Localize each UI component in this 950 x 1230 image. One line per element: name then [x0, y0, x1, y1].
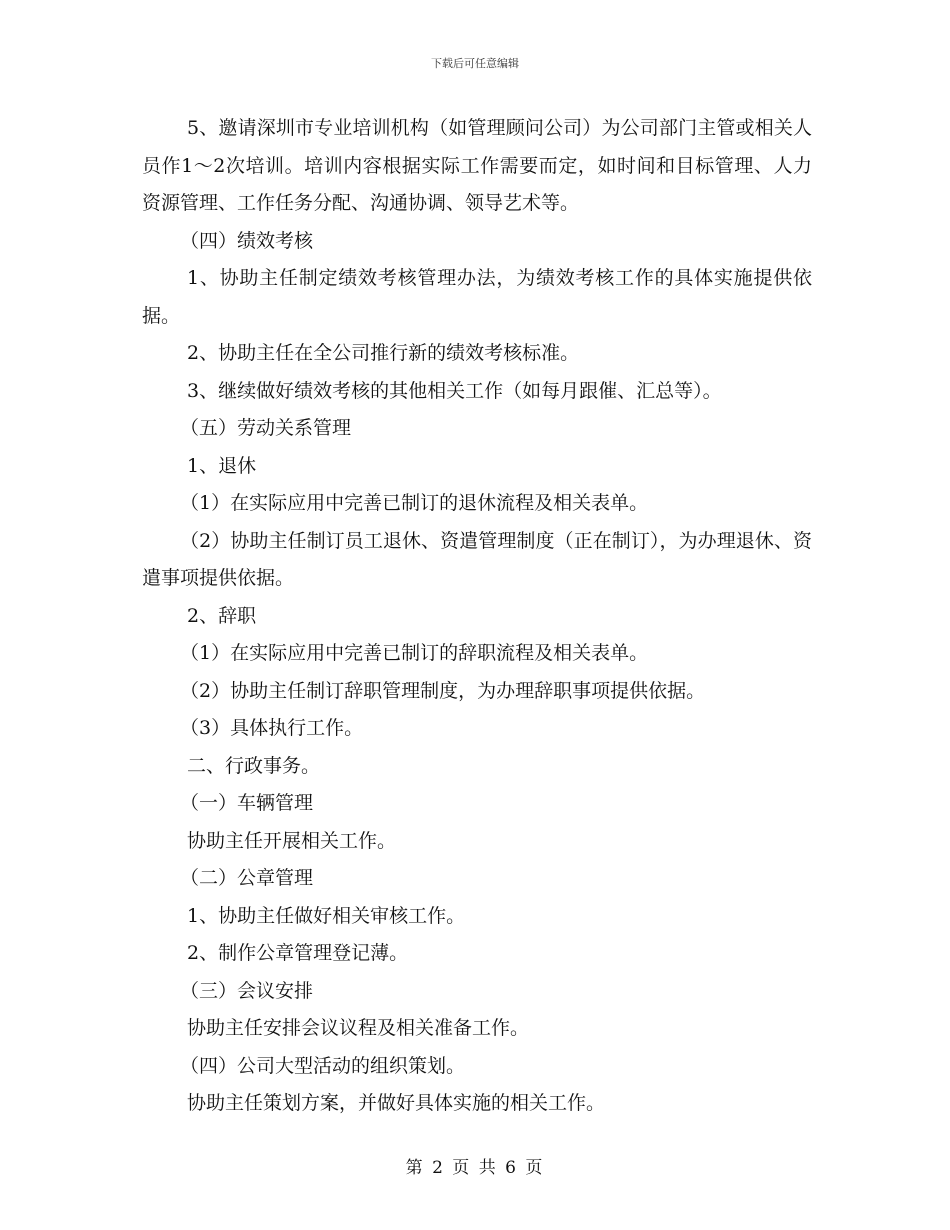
paragraph-training: 5、邀请深圳市专业培训机构（如管理顾问公司）为公司部门主管或相关人员作1～2次培训。培训内容根据实际工作需要而定，如时间和目标管理、人力资源管理、工作任务分配、沟通协调、领导艺术等。 — [142, 117, 812, 214]
document-body — [142, 110, 812, 1123]
heading-vehicle-management: （一）车辆管理 — [180, 792, 314, 814]
paragraph-performance-3: 3、继续做好绩效考核的其他相关工作（如每月跟催、汇总等）。 — [187, 379, 722, 402]
paragraph-performance-2: 2、协助主任在全公司推行新的绩效考核标准。 — [187, 342, 580, 364]
paragraph-resignation-1: （1）在实际应用中完善已制订的辞职流程及相关表单。 — [180, 642, 649, 664]
paragraph-retirement-2: （2）协助主任制订员工退休、资遣管理制度（正在制订），为办理退休、资遣事项提供依据。 — [142, 529, 812, 589]
heading-labor-relations: （五）劳动关系管理 — [180, 417, 352, 439]
paragraph-events: 协助主任策划方案，并做好具体实施的相关工作。 — [187, 1092, 606, 1114]
page-number-footer: 第 2 页 共 6 页 — [405, 1158, 545, 1178]
paragraph-vehicle: 协助主任开展相关工作。 — [187, 829, 397, 852]
paragraph-seal-1: 1、协助主任做好相关审核工作。 — [187, 904, 466, 927]
paragraph-resignation-3: （3）具体执行工作。 — [180, 717, 364, 739]
heading-resignation: 2、辞职 — [187, 604, 257, 627]
paragraph-meeting: 协助主任安排会议议程及相关准备工作。 — [187, 1017, 530, 1039]
paragraph-seal-2: 2、制作公章管理登记薄。 — [187, 942, 409, 964]
heading-meeting: （三）会议安排 — [180, 979, 314, 1002]
paragraph-resignation-2: （2）协助主任制订辞职管理制度，为办理辞职事项提供依据。 — [180, 679, 706, 702]
heading-admin-affairs: 二、行政事务。 — [187, 754, 321, 777]
heading-performance: （四）绩效考核 — [180, 229, 314, 252]
heading-seal-management: （二）公章管理 — [180, 867, 314, 889]
paragraph-retirement-1: （1）在实际应用中完善已制订的退休流程及相关表单。 — [180, 492, 649, 514]
paragraph-performance-1: 1、协助主任制定绩效考核管理办法，为绩效考核工作的具体实施提供依据。 — [142, 267, 812, 327]
heading-retirement: 1、退休 — [187, 454, 257, 477]
heading-events: （四）公司大型活动的组织策划。 — [180, 1054, 466, 1077]
page-header: 下载后可任意编辑 — [431, 57, 519, 70]
